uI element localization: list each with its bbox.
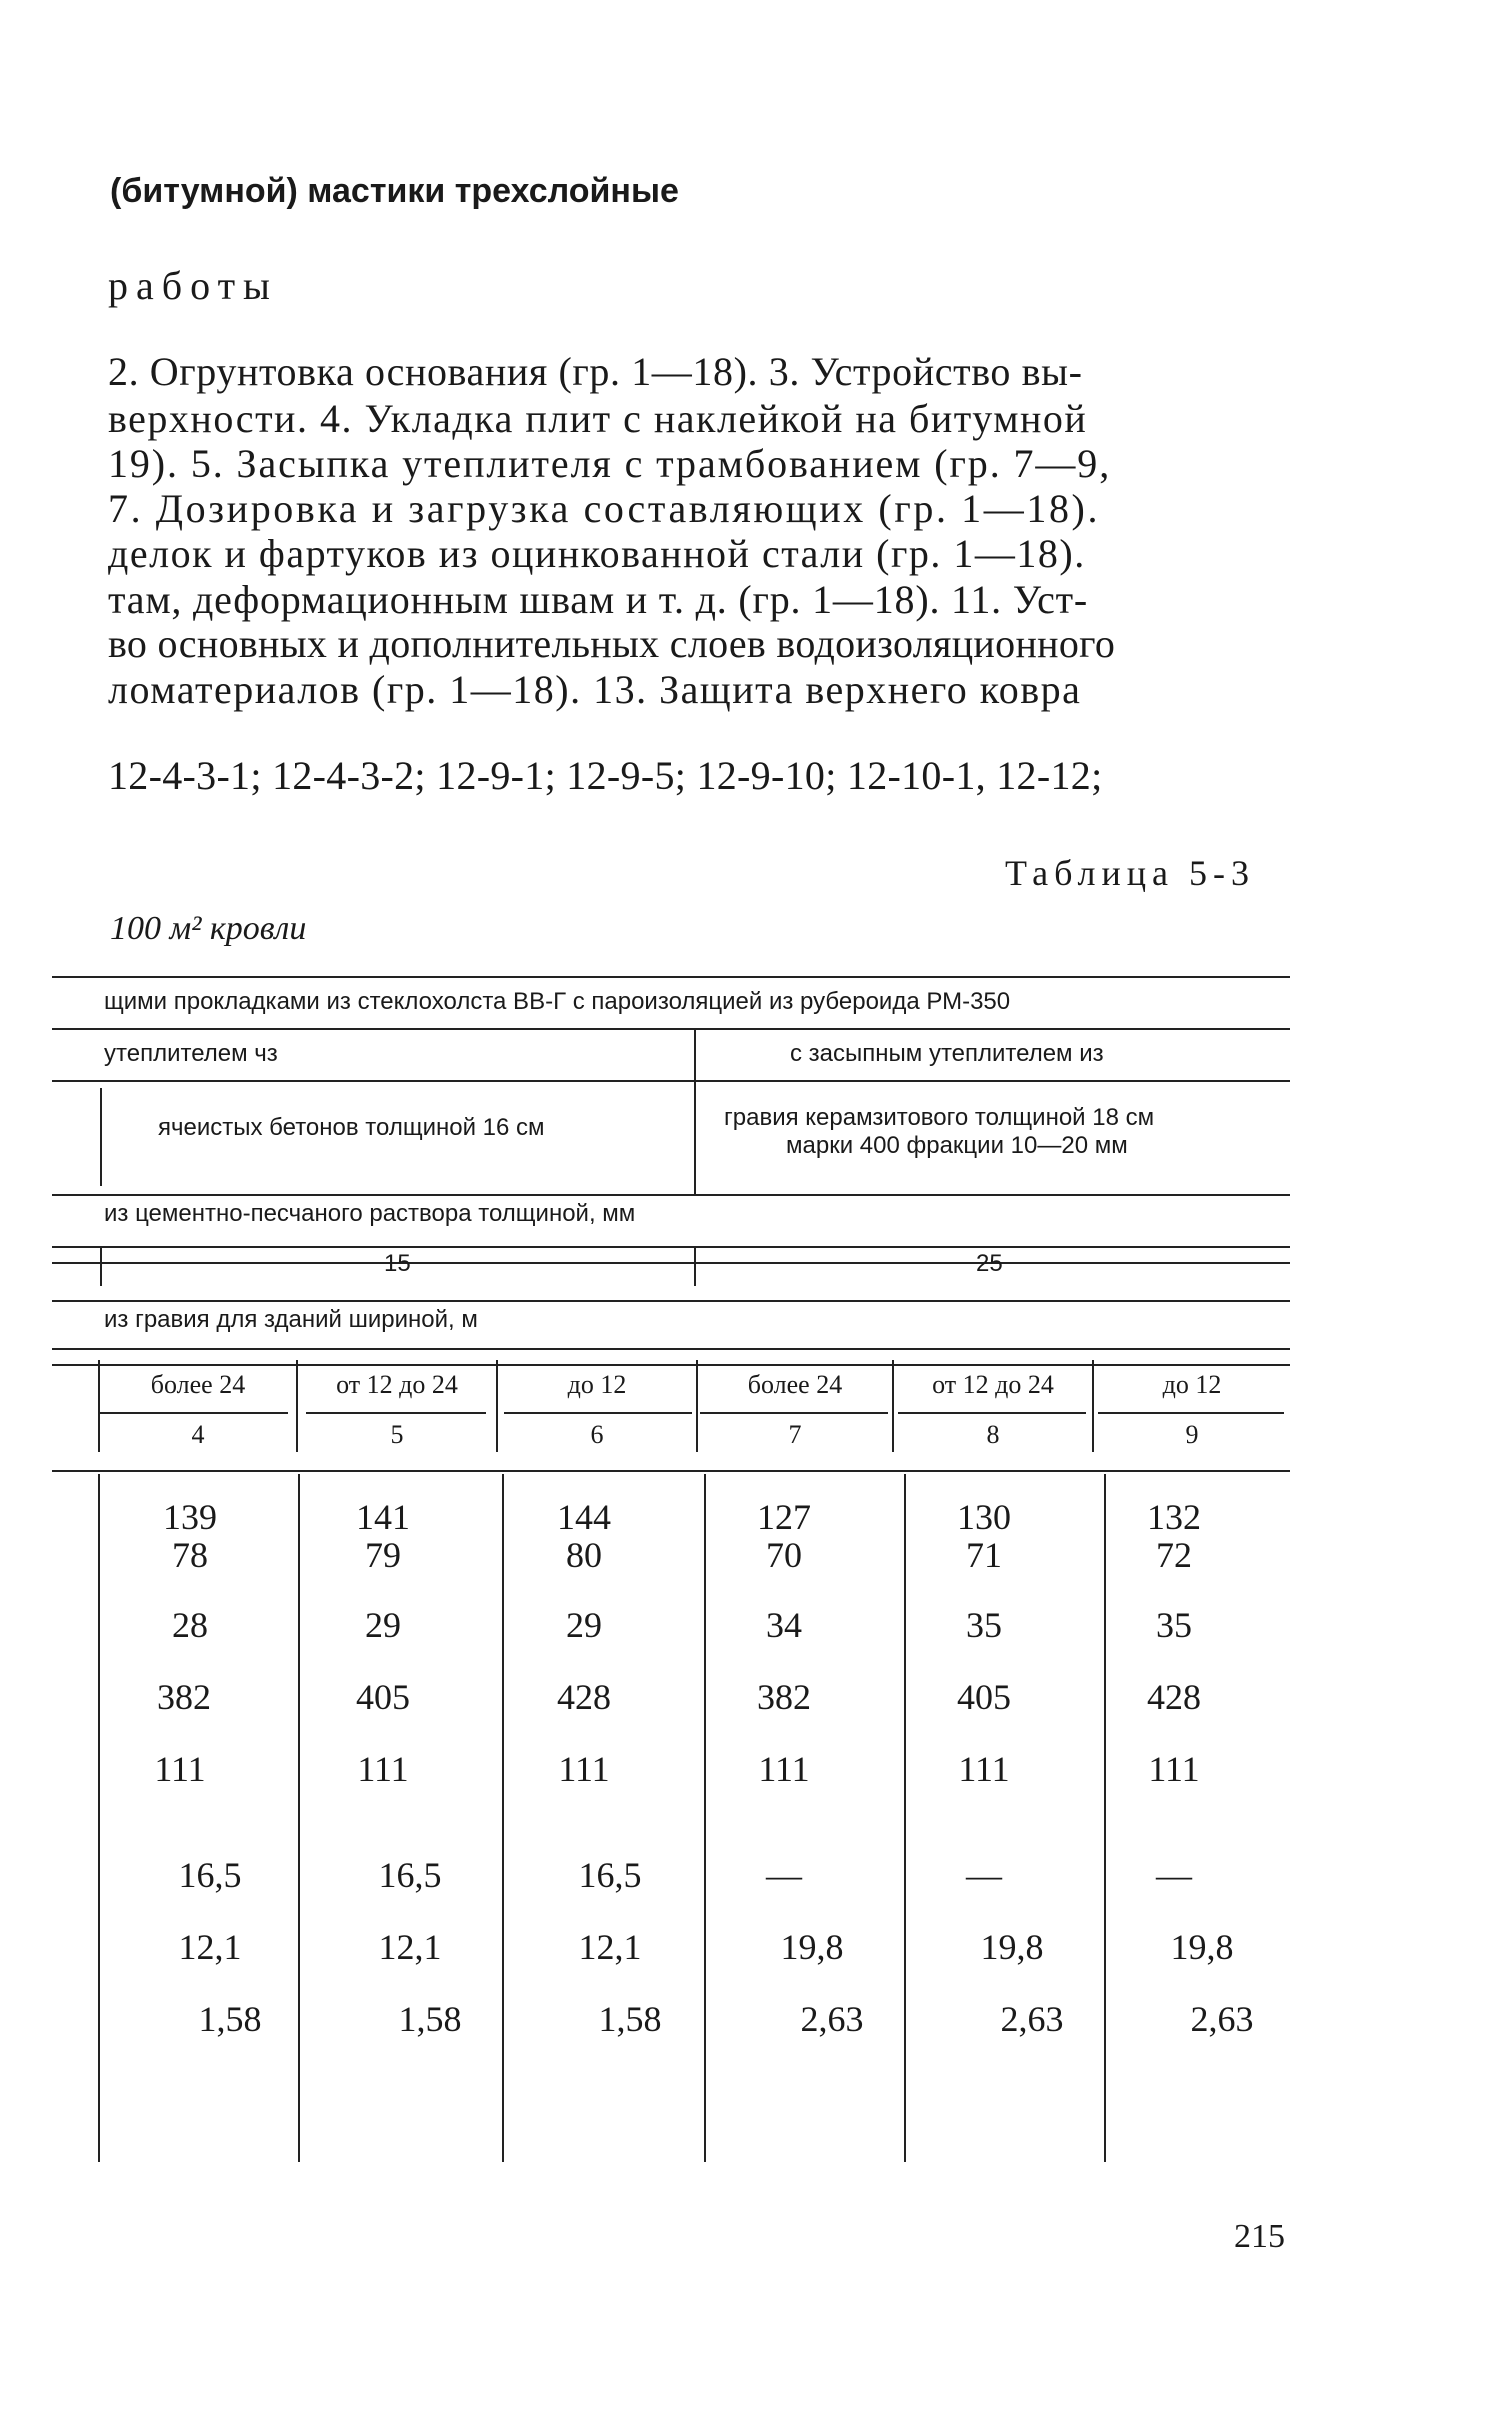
table-cell: 144: [557, 1497, 611, 1537]
column-header: до 12: [1162, 1370, 1222, 1399]
table-cell: —: [1156, 1855, 1192, 1895]
table-cell: —: [766, 1855, 802, 1895]
table-cell: 29: [365, 1605, 401, 1645]
reference-list: 12-4-3-1; 12-4-3-2; 12-9-1; 12-9-5; 12-9-10; 12-10-1, 12-12;: [108, 753, 1103, 798]
table-cell: 79: [365, 1535, 401, 1575]
table-cell: 127: [757, 1497, 811, 1537]
table-cell: 405: [957, 1677, 1011, 1717]
paragraph-line: 19). 5. Засыпка утеплителя с трамбованием (гр. 7—9,: [108, 441, 1112, 486]
table-cell: 72: [1156, 1535, 1192, 1575]
screed-right: 25: [976, 1250, 1003, 1277]
left-group-header: утеплителем чз: [104, 1040, 278, 1067]
paragraph-line: во основных и дополнительных слоев водоизоляционного: [108, 621, 1116, 666]
table-cell: 111: [154, 1749, 206, 1789]
table-cell: 2,63: [1000, 1999, 1064, 2039]
column-header: от 12 до 24: [336, 1370, 458, 1399]
table-cell: 1,58: [398, 1999, 462, 2039]
table-cell: 78: [172, 1535, 208, 1575]
table-cell: 71: [966, 1535, 1002, 1575]
column-header: от 12 до 24: [932, 1370, 1054, 1399]
table-cell: 1,58: [598, 1999, 662, 2039]
unit-label: 100 м² кровли: [110, 910, 307, 947]
table-cell: 29: [566, 1605, 602, 1645]
column-number: 5: [390, 1420, 404, 1449]
table-cell: 16,5: [178, 1855, 242, 1895]
column-header: более 24: [150, 1370, 246, 1399]
right-sub-header-line1: гравия керамзитового толщиной 18 см: [724, 1104, 1155, 1131]
section-title: работы: [108, 263, 278, 308]
paragraph-line: верхности. 4. Укладка плит с наклейкой на битумной: [108, 396, 1088, 441]
table-cell: 111: [958, 1749, 1010, 1789]
screed-left: 15: [384, 1250, 411, 1277]
table-cell: 16,5: [378, 1855, 442, 1895]
table-cell: 70: [766, 1535, 802, 1575]
table-cell: 1,58: [198, 1999, 262, 2039]
right-group-header: с засыпным утеплителем из: [790, 1040, 1104, 1067]
table-cell: 19,8: [1170, 1927, 1234, 1967]
table-label: Таблица 5-3: [1005, 853, 1255, 893]
paragraph-line: делок и фартуков из оцинкованной стали (гр. 1—18).: [108, 531, 1086, 576]
table-cell: 405: [356, 1677, 410, 1717]
table-cell: 80: [566, 1535, 602, 1575]
table-cell: 2,63: [800, 1999, 864, 2039]
paragraph-line: ломатериалов (гр. 1—18). 13. Защита верхнего ковра: [108, 667, 1082, 712]
table-cell: 111: [357, 1749, 409, 1789]
table-cell: 139: [163, 1497, 217, 1537]
table-cell: 16,5: [578, 1855, 642, 1895]
left-sub-header: ячеистых бетонов толщиной 16 см: [158, 1114, 545, 1141]
table-cell: 12,1: [178, 1927, 242, 1967]
right-sub-header-line2: марки 400 фракции 10—20 мм: [786, 1132, 1128, 1159]
table-cell: 111: [558, 1749, 610, 1789]
table-cell: 35: [1156, 1605, 1192, 1645]
running-header: (битумной) мастики трехслойные: [110, 172, 679, 210]
table-row-title: щими прокладками из стеклохолста ВВ-Г с пароизоляцией из рубероида РМ-350: [104, 988, 1011, 1015]
table-cell: 111: [1148, 1749, 1200, 1789]
table-cell: 141: [356, 1497, 410, 1537]
column-header: до 12: [567, 1370, 627, 1399]
paragraph-line: 2. Огрунтовка основания (гр. 1—18). 3. Устройство вы-: [108, 349, 1083, 394]
table-cell: 111: [758, 1749, 810, 1789]
table-cell: 382: [157, 1677, 211, 1717]
table-cell: —: [966, 1855, 1002, 1895]
table-cell: 34: [766, 1605, 802, 1645]
screed-title: из цементно-песчаного раствора толщиной, мм: [104, 1200, 636, 1227]
page-number: 215: [1234, 2218, 1285, 2255]
gravel-title: из гравия для зданий шириной, м: [104, 1306, 478, 1333]
column-number: 6: [590, 1420, 604, 1449]
table-cell: 428: [1147, 1677, 1201, 1717]
table-cell: 130: [957, 1497, 1011, 1537]
table-cell: 12,1: [378, 1927, 442, 1967]
table-cell: 12,1: [578, 1927, 642, 1967]
table-cell: 428: [557, 1677, 611, 1717]
column-header: более 24: [747, 1370, 843, 1399]
column-number: 4: [191, 1420, 205, 1449]
table-cell: 19,8: [980, 1927, 1044, 1967]
table-cell: 2,63: [1190, 1999, 1254, 2039]
column-number: 7: [788, 1420, 802, 1449]
table-cell: 28: [172, 1605, 208, 1645]
table-cell: 19,8: [780, 1927, 844, 1967]
paragraph-line: 7. Дозировка и загрузка составляющих (гр. 1—18).: [108, 486, 1101, 531]
table-cell: 132: [1147, 1497, 1201, 1537]
column-number: 8: [986, 1420, 1000, 1449]
column-number: 9: [1185, 1420, 1199, 1449]
paragraph-line: там, деформационным швам и т. д. (гр. 1—18). 11. Уст-: [108, 577, 1089, 622]
table-cell: 35: [966, 1605, 1002, 1645]
table-cell: 382: [757, 1677, 811, 1717]
